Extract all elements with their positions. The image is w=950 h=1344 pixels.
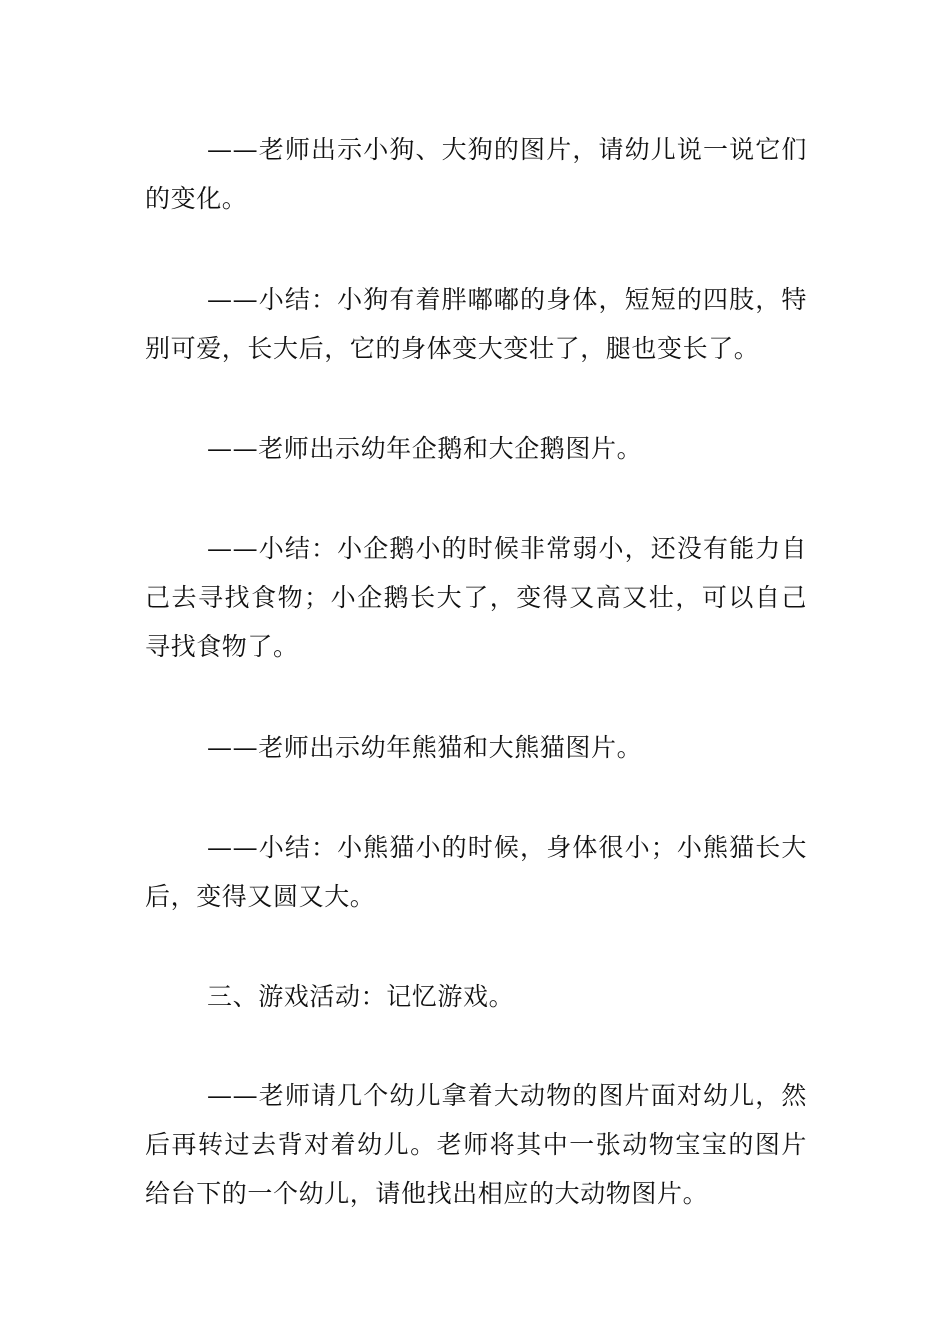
- paragraph-panda-pictures: ——老师出示幼年熊猫和大熊猫图片。: [207, 733, 643, 762]
- paragraph-panda-summary: ——小结：小熊猫小的时候，身体很小；小熊猫长大后，变得又圆又大。: [145, 833, 807, 911]
- paragraph-dog-summary: ——小结：小狗有着胖嘟嘟的身体，短短的四肢，特别可爱，长大后，它的身体变大变壮了，腿也变长了。: [145, 285, 807, 363]
- paragraph-penguin-summary: ——小结：小企鹅小的时候非常弱小，还没有能力自己去寻找食物；小企鹅长大了，变得又高又壮，可以自己寻找食物了。: [145, 534, 807, 661]
- section-heading-memory-game: 三、游戏活动：记忆游戏。: [207, 982, 515, 1011]
- paragraph-dog-pictures: ——老师出示小狗、大狗的图片，请幼儿说一说它们的变化。: [145, 135, 807, 213]
- paragraph-penguin-pictures: ——老师出示幼年企鹅和大企鹅图片。: [207, 434, 643, 463]
- paragraph-game-instructions: ——老师请几个幼儿拿着大动物的图片面对幼儿，然后再转过去背对着幼儿。老师将其中一张动物宝宝的图片给台下的一个幼儿，请他找出相应的大动物图片。: [145, 1081, 807, 1208]
